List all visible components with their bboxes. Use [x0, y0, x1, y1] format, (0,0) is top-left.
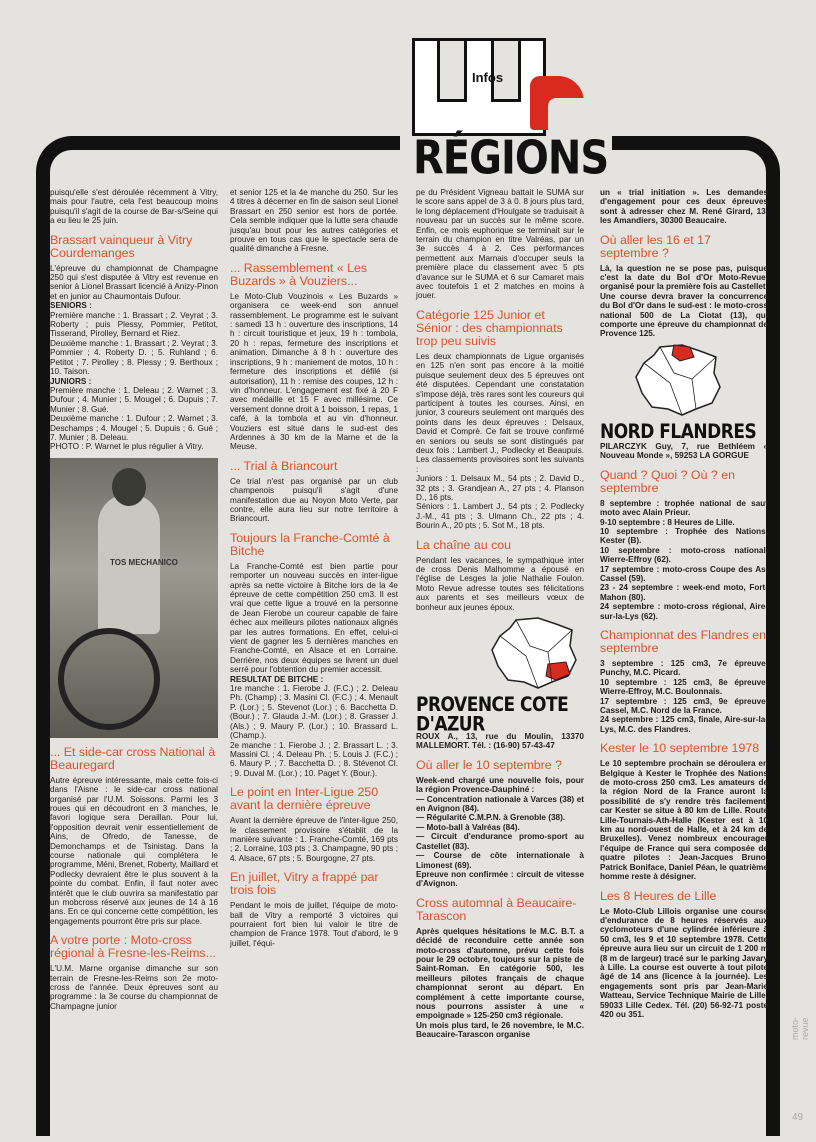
provence-map: [486, 616, 582, 692]
article-heading: Les 8 Heures de Lille: [600, 888, 717, 903]
paragraph: Un mois plus tard, le 26 novembre, le M.C. Beaucaire-Tarascon organise: [416, 1020, 584, 1040]
paragraph: Week-end chargé une nouvelle fois, pour la région Provence-Dauphiné :: [416, 775, 584, 795]
list-item: 10 septembre : 125 cm3, 8e épreuve, Wierre-Effroy, M.C. Boulonnais.: [600, 677, 768, 697]
list-item: 17 septembre : 125 cm3, 9e épreuve, Cassel, M.C. Nord de la France.: [600, 696, 768, 715]
paragraph: Avant la dernière épreuve de l'inter-ligue 250, le classement provisoire s'établit de la manière suivante : 1. Franche-Comté, 169 pts ; 2. Lorraine, 103 pts ; 3. Champagne, 90 pts ; 4. Alsace, 67 pts ; 5. Bourgogne, 27 pts.: [230, 816, 398, 863]
paragraph: et senior 125 et la 4e manche du 250. Sur les 4 titres à décerner en fin de saison seul Lionel Brassart en 250 senior est hors de portée. Cela semble indiquer que la lutte sera chaude jusqu'au bout pour les autres catégories et prouve en tous cas que le spectacle sera de qualité dimanche à Fresne.: [230, 188, 398, 254]
paragraph: Pendant les vacances, le sympathique inter de cross Denis Malhomme a épousé en l'église de Lesges la jolie Nathalie Foulon. Moto Revue adresse toutes ses félicitations aux parents et ses meilleurs vœux de bonheur aux jeunes époux.: [416, 555, 584, 612]
paragraph: L'U.M. Marne organise dimanche sur son terrain de Fresne-les-Reims son 2e moto-cross de l'année. Deux épreuves sont au programme : la 3e course du championnat de Champagne junior: [50, 964, 218, 1011]
mr-logo: [412, 30, 584, 130]
section-title: RÉGIONS: [413, 132, 609, 185]
region-title: PROVENCE COTE D'AZUR: [416, 693, 569, 737]
list-item: 10 septembre : Trophée des Nations, Kester (B).: [600, 526, 768, 546]
list-item: — Course de côte internationale à Limonest (69).: [416, 851, 584, 870]
paragraph: Première manche : 1. Deleau ; 2. Warnet ; 3. Dufour ; 4. Munier ; 5. Mougel ; 6. Dupuis ; 7. Munier ; 8. Gué.: [50, 385, 218, 414]
article-heading: ... Rassemblement « Les Buzards » à Vouziers...: [230, 260, 368, 288]
rider-head: [112, 468, 146, 506]
article-heading: A votre porte : Moto-cross régional à Fresne-les-Reims...: [50, 933, 216, 961]
list-item: 24 septembre : moto-cross régional, Aire-sur-la-Lys (62).: [600, 602, 768, 621]
article-heading: Cross automnal à Beaucaire-Tarascon: [416, 895, 577, 923]
paragraph: Le Moto-Club Lillois organise une course d'endurance de 8 heures réservés aux cyclomoteurs d'une cylindrée inférieure à 50 cm3, les 9 et 10 septembre 1978. Cette épreuve aura lieu sur un circuit de 1 200 m (8 m de largeur) tracé sur le parking Javary à Lille. La course est ouverte à tout pilote âgé de 14 ans (licence à la journée). Les engagements sont pris par Jean-Marie Watteau, Service Technique Mairie de Lille, 59033 Lille Cedex. Tél. (20) 56-92-71 poste 420 ou 351.: [600, 906, 768, 1019]
list-item: 24 septembre : 125 cm3, finale, Aire-sur-la-Lys, M.C. des Flandres.: [600, 715, 768, 734]
paragraph: Une course devra braver la concurrence du Bol d'Or dans le sud-est : le moto-cross national 500 de La Ciotat (13), qui comporte une épreuve du championnat de Provence 125.: [600, 291, 768, 339]
page-number: 49: [792, 1112, 804, 1123]
column-4: [600, 188, 768, 1019]
correspondent-contact: PILARCZYK Guy, 7, rue Bethléem « Nouveau Monde », 59253 LA GORGUE: [600, 441, 768, 461]
article-heading: Catégorie 125 Junior et Sénior : des championnats trop peu suivis: [416, 307, 563, 348]
article-heading: Où aller le 10 septembre ?: [416, 757, 563, 772]
subheading: SENIORS :: [50, 301, 92, 311]
paragraph: Juniors : 1. Delsaux M., 54 pts ; 2. David D., 32 pts ; 3. Grandjean A., 27 pts ; 4. Planson D., 16 pts.: [416, 474, 584, 502]
paragraph: Ce trial n'est pas organisé par un club champenois puisqu'il s'agit d'une manifestation due au Noyon Moto Verte, par contre, elle aura lieu sur notre territoire à Briancourt.: [230, 476, 398, 524]
paragraph: puisqu'elle s'est déroulée récemment à Vitry, mais pour l'autre, cela l'est beaucoup moins puisqu'il s'agit de la course de Bar-s/Seine qui a eu lieu le 25 juin.: [50, 188, 218, 226]
paragraph: 2e manche : 1. Fierobe J. ; 2. Brassart L. ; 3. Massini Cl. ; 4. Deleau Ph. ; 5. Louis J. (F.C.) ; 6. Maury P. ; 7. Bacchetta D. ; 8. Stévenot Cl. ; 9. Duval M. (Lor.) ; 10. Paget Y. (Bour.).: [230, 740, 398, 778]
paragraph: Le Moto-Club Vouzinois « Les Buzards » organisera ce week-end son annuel rassemblement. Le programme est le suivant : samedi 13 h : ouverture des inscriptions, 14 h : circuit touristique et jeux, 19 h : tombola, 20 h : repas, fermeture des inscriptions et animation. Dimanche à 8 h : ouverture des inscriptions, 9 h : maniement de motos, 10 h : fermeture des inscriptions et défilé (si autorisation), 11 h : remise des coupes, 12 h : vin d'honneur. L'engagement est fixé à 20 F avec médaille et 15 F avec millésime. Ce versement donne droit à 1 boisson, 1 repas, 1 café, à la tombola et au vin d'honneur. Vouziers est situé dans le sud-est des Ardennes à 30 km de la Marne et de la Meuse.: [230, 291, 398, 452]
correspondent-contact: ROUX A., 13, rue du Moulin, 13370 MALLEMORT. Tél. : (16-90) 57-43-47: [416, 732, 584, 751]
article-heading: Kester le 10 septembre 1978: [600, 741, 760, 756]
paragraph: 1re manche : 1. Fierobe J. (F.C.) ; 2. Deleau Ph. (Champ) ; 3. Masini Cl. (F.C.) ; 4. Menault P. (Lor.) ; 5. Stevenot (Lor.) ; 6. Bacchetta D. (Bour.) ; 7. Glauda J.-M. (Lor.) ; 8. Grasser J. (Als.) ; 9. Maury P. (Lor.) ; 10. Brassard L. (Champ.).: [230, 684, 398, 741]
list-item: — Circuit d'endurance promo-sport au Castellet (83).: [416, 832, 584, 851]
list-item: 23 - 24 septembre : week-end moto, Fort-Mahon (80).: [600, 583, 768, 602]
list-item: 9-10 septembre : 8 Heures de Lille.: [600, 517, 735, 527]
paragraph: pe du Président Vigneau battait le SUMA sur le score sans appel de 3 à 0. 8 jours plus tard, le long déplacement d'Houlgate se traduisait à nouveau par un succès sur le même score. Enfin, ce mois euphorique se terminait sur le terrain du champion en titre Valréas, par un 3e succès 4 à 2. Ces performances permettent aux Marnais d'occuper seuls la première place du classement avec 5 pts d'avance sur le SUMA et 6 sur Camaret mais avec toutefois 1 et 2 matches en moins à jouer.: [416, 188, 584, 301]
magazine-name: moto-revue: [790, 1016, 810, 1040]
photo-caption: PHOTO : P. Warnet le plus régulier à Vitry.: [50, 442, 204, 452]
paragraph: Les deux championnats de Ligue organisés en 125 n'en sont pas encore à la moitié puisque seulement deux des 5 épreuves ont été disputées. Cependant une constatation s'impose déjà, très rares sont les coureurs qui participent à toutes les courses. Ainsi, en junior, 3 coureurs seulement ont marqués des points dans les deux épreuves : Delsaux, David et Comprè. Ce fait se trouve confirmé en seniors ou seuls se sont distingués par deux fois : Lambert J., Podlecky et Beaupuis. Les classements provisoires sont les suivants :: [416, 351, 584, 474]
france-map-icon: [486, 616, 582, 692]
jersey-text: TOS MECHANICO: [110, 557, 178, 567]
column-1: [50, 188, 218, 1011]
motorcycle-wheel: [58, 628, 160, 730]
paragraph: Après quelques hésitations le M.C. B.T. a décidé de reconduire cette année son moto-cross d'automne, prévu cette fois pour le 29 octobre, toujours sur la piste de Saint-Roman. En catégorie 500, les meilleurs pilotes français de chaque championnat seront au départ. En complément à cette importante course, nous pourrons assister à une « empoignade » 125-250 cm3 régionale.: [416, 926, 584, 1021]
paragraph: Séniors : 1. Lambert J., 54 pts ; 2. Podlecky J.-M., 41 pts ; 3. Ulmann Ch., 22 pts ; 4. Bourin A., 20 pts ; 5. Sot M., 18 pts.: [416, 502, 584, 531]
article-heading: En juillet, Vitry a frappé par trois fois: [230, 870, 379, 898]
subheading: RESULTAT DE BITCHE :: [230, 674, 324, 684]
paragraph: Deuxième manche : 1. Brassart ; 2. Veyrat ; 3. Pommier ; 4. Roberty D. ; 5. Ruhland ; 6. Petitot ; 7. Pirolley ; 8. Plessy ; 9. Berthoux ; 10. Taison.: [50, 338, 218, 377]
paragraph: Deuxième manche : 1. Dufour ; 2. Warnet ; 3. Deschamps ; 4. Mougel ; 5. Dupuis ; 6. Gué ; 7. Munier ; 8. Deleau.: [50, 414, 218, 442]
paragraph: Autre épreuve intéressante, mais cette fois-ci dans l'Aisne : le side-car cross national organisé par l'U.M. Soissons. Parmi les 3 roues qui en découdront en 3 manches, le favori logique sera Deraillan. Pour lui, l'opposition devrait venir essentiellement de Ains, de Ofredo, de Tanesse, de Demonchamps et de Tsinistag. Dans la course nationale qui complétera le programme, Méni, Brenet, Roberty, Maillard et Podlecky devraient être le plus souvent à la pointe du combat. Enfin, il faut noter avec intérêt que le club ouvrira sa manifestatio par un mobcross réservé aux jeunes de 14 à 16 ans. En ce qui concerne cette compétition, les engagements pourront être pris sur place.: [50, 775, 218, 926]
paragraph: Là, la question ne se pose pas, puisque c'est la date du Bol d'Or Moto-Revue, organisé pour la première fois au Castellet.: [600, 263, 768, 292]
logo-letter-m: [412, 38, 546, 136]
column-3: [416, 188, 584, 1040]
list-item: — Régularité C.M.P.N. à Grenoble (38).: [416, 813, 566, 823]
paragraph: Epreuve non confirmée : circuit de vitesse d'Avignon.: [416, 869, 584, 889]
article-heading: Brassart vainqueur à Vitry Courdemanges: [50, 232, 193, 260]
paragraph: un « trial initiation ». Les demandes d'engagement pour ces deux épreuves sont à adresser chez M. René Girard, 13, les Amandiers, 30300 Beaucaire.: [600, 188, 768, 226]
paragraph: La Franche-Comté est bien partie pour remporter un nouveau succès en inter-ligue après sa nette victoire à Bitche lors de la 4e épreuve de cette compétition 250 cm3. Il est vrai que cette ligue a trouvé en la personne de Jean Fierobe un coureur capable de faire échec aux meilleurs pilotes nationaux alignés par les autres formations. En effet, celui-ci vient de gagner les 5 dernières manches en Franche-Comté, en Alsace et en Lorraine. Derrière, nos deux équipes se livrent un duel serré pour l'obtention du premier accessit.: [230, 561, 398, 675]
paragraph: Première manche : 1. Brassart ; 2. Veyrat ; 3. Roberty ; puis Plessy, Pommier, Petitot, Tisserand, Pirolley, Bernard et Riez.: [50, 310, 218, 339]
paragraph: Le 10 septembre prochain se déroulera en Belgique à Kester le Trophée des Nations de moto-cross 250 cm3. Les amateurs de la région Nord de la France auront la possibilité de s'y rendre très facilement, car Kester se situe à 80 km de Lille. Route Lille-Tournais-Ath-Halle (Kester est à 10 km au nord-ouest de Halle, et à 24 km de Bruxelles). Venez nombreux encourager l'équipe de France qui sera composée de quatre pilotes : Jean-Jacques Bruno, Patrick Boniface, Daniel Péan, le quatrième homme reste à désigner.: [600, 759, 768, 882]
paragraph: Pendant le mois de juillet, l'équipe de moto-ball de Vitry a remporté 3 victoires qui pourraient fort bien lui valoir le titre de champion de France 1978. Tout d'abord, le 9 juillet, l'équi-: [230, 901, 398, 948]
list-item: 8 septembre : trophée national de saut moto avec Alain Prieur.: [600, 498, 768, 518]
article-heading: Où aller les 16 et 17 septembre ?: [600, 232, 711, 260]
article-heading: ... Et side-car cross National à Beauregard: [50, 744, 216, 772]
article-heading: Quand ? Quoi ? Où ? en septembre: [600, 467, 736, 495]
list-item: — Concentration nationale à Varces (38) et en Avignon (84).: [416, 794, 584, 814]
article-heading: La chaîne au cou: [416, 537, 512, 552]
column-2: [230, 188, 398, 948]
article-heading: Championnat des Flandres en septembre: [600, 627, 766, 655]
article-heading: Le point en Inter-Ligue 250 avant la dernière épreuve: [230, 785, 379, 813]
paragraph: L'épreuve du championnat de Champagne 250 qui s'est disputée à Vitry est revenue en senior à Lionel Brassart licencié à Anizy-Pinon et en junior au Chaumontais Dufour.: [50, 263, 218, 301]
list-item: — Moto-ball à Valréas (84).: [416, 822, 520, 832]
logo-infos-label: Infos: [472, 70, 504, 85]
article-heading: ... Trial à Briancourt: [230, 458, 338, 473]
article-heading: Toujours la Franche-Comté à Bitche: [230, 530, 390, 558]
list-item: 10 septembre : moto-cross national, Wierre-Effroy (62).: [600, 545, 768, 565]
rider-photo: [50, 458, 218, 738]
subheading: JUNIORS :: [50, 376, 92, 386]
logo-letter-r: [530, 76, 584, 130]
list-item: 3 septembre : 125 cm3, 7e épreuve, Punchy, M.C. Picard.: [600, 658, 768, 678]
france-map-icon: [630, 343, 726, 419]
region-title: NORD FLANDRES: [600, 420, 757, 444]
nord-map: [630, 343, 726, 419]
list-item: 17 septembre : moto-cross Coupe des As, Cassel (59).: [600, 564, 768, 583]
